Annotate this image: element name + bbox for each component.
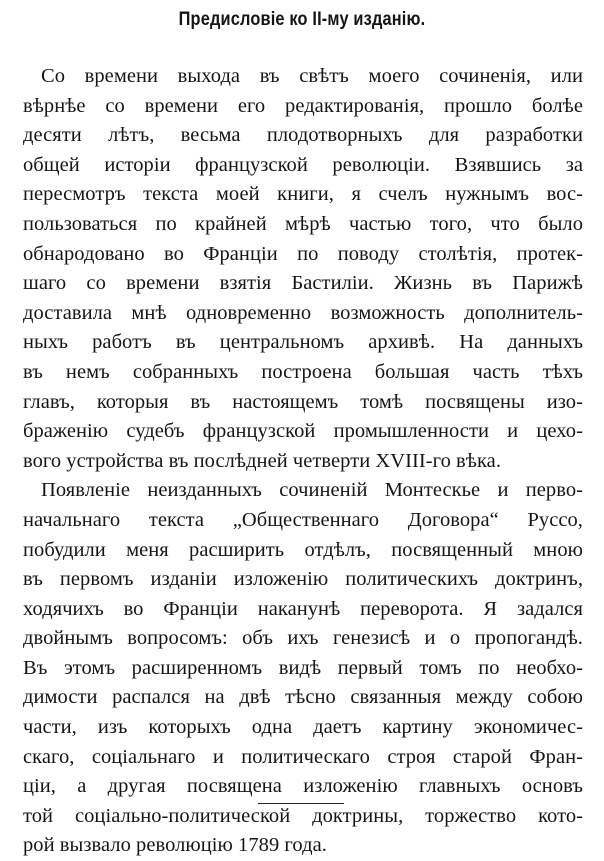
text-line: въ первомъ изданіи изложенію политическихъ доктринъ, bbox=[23, 568, 583, 591]
text-line: общей исторіи французской революціи. Взявшись за bbox=[23, 153, 583, 176]
text-line: димости распался на двѣ тѣсно связанныя между собою bbox=[23, 686, 583, 709]
text-line: рой вызвало революцію 1789 года. bbox=[23, 834, 327, 857]
text-line: скаго, соціальнаго и политическаго строя старой Фран- bbox=[23, 745, 583, 768]
text-line: обнародовано во Франціи по поводу столѣтія, протек- bbox=[23, 242, 583, 265]
text-line: части, изъ которыхъ одна даетъ картину экономичес- bbox=[23, 716, 583, 739]
page-title: Предисловіе ко II-му изданію. bbox=[178, 9, 426, 30]
text-line: Со времени выхода въ свѣтъ моего сочиненія, или bbox=[41, 65, 583, 87]
text-line: браженію судебъ французской промышленности и цехо- bbox=[23, 420, 583, 443]
text-line: вого устройства въ послѣдней четверти XVIII-го вѣка. bbox=[23, 449, 501, 472]
text-line: ныхъ работъ въ центральномъ архивѣ. На данныхъ bbox=[23, 331, 583, 354]
text-line: главъ, которыя въ настоящемъ томѣ посвящены изо- bbox=[23, 390, 583, 413]
text-line: Появленіе неизданныхъ сочиненій Монтескье и перво- bbox=[41, 479, 583, 502]
text-line: начальнаго текста „Общественнаго Договора“ Руссо, bbox=[23, 508, 583, 531]
text-line: вѣрнѣе со времени его редактированія, прошло болѣе bbox=[23, 94, 583, 117]
text-line: двойнымъ вопросомъ: объ ихъ генезисѣ и о пропогандѣ. bbox=[23, 627, 583, 650]
text-line: той соціально-политической доктрины, торжество кото- bbox=[23, 804, 583, 827]
text-line: пользоваться по крайней мѣрѣ частью того, что было bbox=[23, 212, 583, 235]
text-line: десяти лѣтъ, весьма плодотворныхъ для разработки bbox=[23, 124, 583, 147]
text-line: ходячихъ во Франціи наканунѣ переворота. Я задался bbox=[23, 597, 583, 620]
preface-text bbox=[23, 62, 583, 861]
text-line: въ немъ собранныхъ построена большая часть тѣхъ bbox=[23, 360, 583, 383]
text-line: Въ этомъ расширенномъ видѣ первый томъ по необхо- bbox=[23, 656, 583, 679]
text-line: доставила мнѣ одновременно возможность дополнитель- bbox=[23, 301, 583, 324]
text-line: пересмотръ текста моей книги, я счелъ нужнымъ вос- bbox=[23, 183, 583, 206]
text-line: побудили меня расширить отдѣлъ, посвященный мною bbox=[23, 538, 583, 561]
section-divider bbox=[258, 803, 344, 804]
text-line: ціи, а другая посвящена изложенію главныхъ основъ bbox=[23, 775, 583, 798]
text-line: шаго со времени взятія Бастиліи. Жизнь въ Парижѣ bbox=[23, 272, 583, 295]
